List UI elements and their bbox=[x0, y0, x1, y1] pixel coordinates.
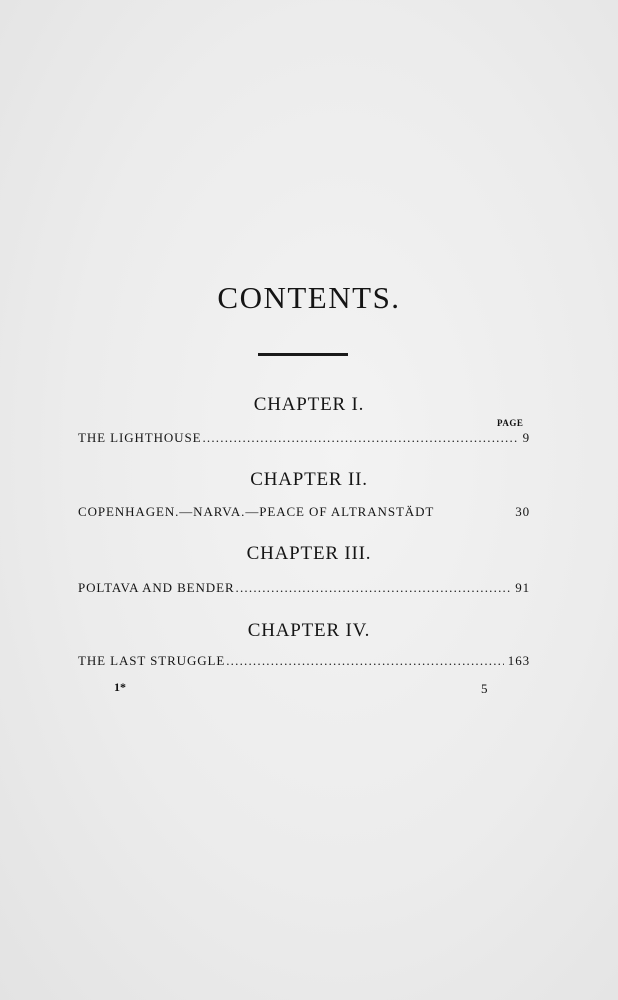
dot-leader bbox=[202, 430, 518, 446]
page-title: CONTENTS. bbox=[217, 280, 401, 315]
dot-leader bbox=[236, 580, 512, 596]
toc-entry-1[interactable] bbox=[78, 430, 530, 450]
dot-leader bbox=[226, 653, 504, 669]
toc-entry-3[interactable] bbox=[78, 580, 530, 600]
chapter-heading-1: CHAPTER I. bbox=[253, 394, 365, 415]
toc-entry-title: POLTAVA AND BENDER bbox=[78, 580, 235, 595]
toc-entry-title: THE LIGHTHOUSE bbox=[78, 430, 202, 445]
chapter-heading-3: CHAPTER III. bbox=[246, 543, 372, 564]
toc-entry-title: THE LAST STRUGGLE bbox=[78, 653, 226, 668]
title-rule bbox=[258, 353, 348, 356]
toc-entry-page: 163 bbox=[507, 653, 530, 668]
toc-entry-page: 9 bbox=[522, 430, 530, 445]
chapter-heading-4: CHAPTER IV. bbox=[247, 620, 371, 641]
page-number: 5 bbox=[481, 681, 488, 696]
toc-entry-title: COPENHAGEN.—NARVA.—PEACE OF ALTRANSTÄDT bbox=[78, 504, 435, 519]
page-column-label: PAGE bbox=[497, 418, 524, 428]
chapter-heading-2: CHAPTER II. bbox=[250, 469, 368, 490]
toc-entry-4[interactable] bbox=[78, 653, 530, 673]
toc-entry-2[interactable] bbox=[78, 504, 530, 524]
signature-mark: 1* bbox=[114, 680, 126, 694]
toc-entry-page: 91 bbox=[515, 580, 530, 595]
toc-entry-page: 30 bbox=[515, 504, 530, 519]
